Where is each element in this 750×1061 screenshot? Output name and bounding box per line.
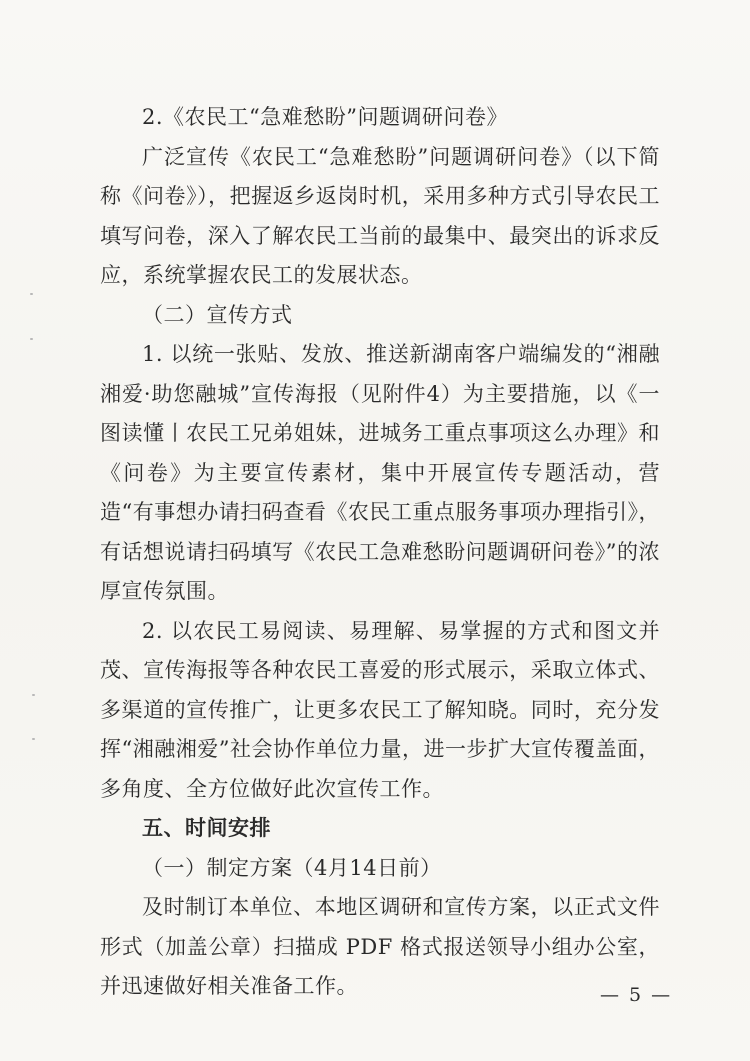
scan-speck (32, 694, 35, 696)
schedule-item-1-title: （一）制定方案（4月14日前） (142, 855, 442, 880)
document-body (100, 98, 660, 1007)
scan-speck (32, 738, 35, 740)
scan-speck (30, 293, 33, 295)
page-number: — 5 — (600, 984, 673, 1006)
section-publicity-method: （二）宣传方式 (142, 302, 293, 327)
method-item-2: 2. 以农民工易阅读、易理解、易掌握的方式和图文并茂、宣传海报等各种农民工喜爱的形式展示，采取立体式、多渠道的宣传推广，让更多农民工了解知晓。同时，充分发挥“湘融湘爱”社会协作单位力量，进一步扩大宣传覆盖面，多角度、全方位做好此次宣传工作。 (100, 618, 660, 801)
questionnaire-title: 2.《农民工“急难愁盼”问题调研问卷》 (142, 105, 509, 129)
section-schedule: 五、时间安排 (142, 816, 271, 840)
method-item-1: 1. 以统一张贴、发放、推送新湖南客户端编发的“湘融湘爱·助您融城”宣传海报（见附件4）为主要措施，以《一图读懂丨农民工兄弟姐妹，进城务工重点事项这么办理》和《问卷》为主要宣传素材，集中开展宣传专题活动，营造“有事想办请扫码查看《农民工重点服务事项办理指引》，有话想说请扫码填写《农民工急难愁盼问题调研问卷》”的浓厚宣传氛围。 (100, 342, 660, 603)
questionnaire-body: 广泛宣传《农民工“急难愁盼”问题调研问卷》（以下简称《问卷》），把握返乡返岗时机，采用多种方式引导农民工填写问卷，深入了解农民工当前的最集中、最突出的诉求反应，系统掌握农民工的发展状态。 (100, 144, 660, 287)
scan-speck (30, 338, 33, 340)
schedule-item-1-body: 及时制订本单位、本地区调研和宣传方案，以正式文件形式（加盖公章）扫描成 PDF 格式报送领导小组办公室，并迅速做好相关准备工作。 (100, 895, 660, 998)
